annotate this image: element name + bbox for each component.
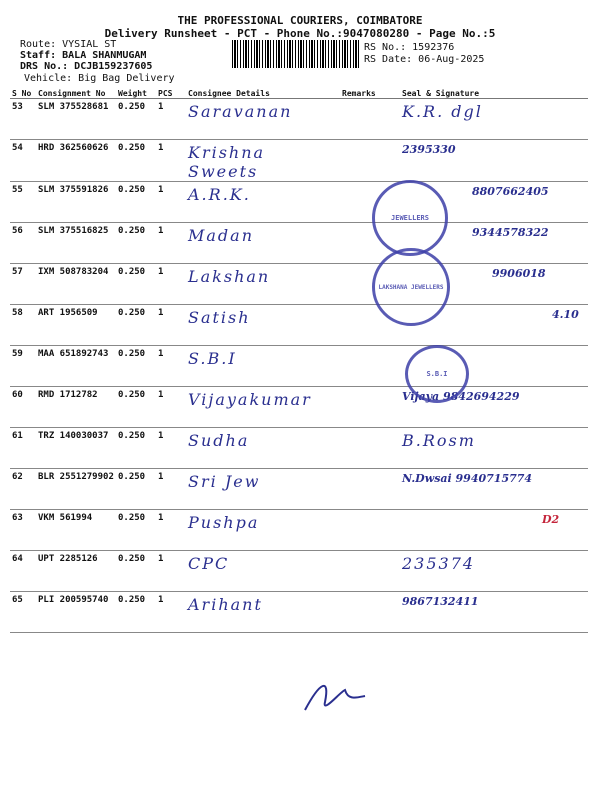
cell-weight: 0.250: [116, 305, 156, 346]
cell-consignee: Krishna Sweets: [188, 143, 266, 181]
cell-consignment: MAA 651892743: [36, 346, 116, 387]
cell-sno: 54: [10, 140, 36, 182]
cell-sno: 59: [10, 346, 36, 387]
cell-consignee: S.B.I: [188, 349, 237, 368]
cell-signature: N.Dwsai 9940715774: [402, 472, 533, 485]
runsheet-subtitle: Delivery Runsheet - PCT - Phone No.:9047080280 - Page No.:5: [104, 27, 496, 40]
cell-consignee: Saravanan: [188, 102, 293, 121]
cell-consignment: RMD 1712782: [36, 387, 116, 428]
drs-label: DRS No.: DCJB159237605: [20, 61, 153, 72]
cell-weight: 0.250: [116, 264, 156, 305]
cell-consignment: SLM 375528681: [36, 99, 116, 140]
cell-consignment: TRZ 140030037: [36, 428, 116, 469]
cell-weight: 0.250: [116, 387, 156, 428]
cell-weight: 0.250: [116, 510, 156, 551]
table-row: [10, 592, 588, 633]
cell-signature: 2395330: [402, 143, 456, 156]
cell-consignment: HRD 362560626: [36, 140, 116, 182]
cell-sno: 56: [10, 223, 36, 264]
table-row: [10, 510, 588, 551]
cell-pcs: 1: [156, 182, 186, 223]
table-row: [10, 182, 588, 223]
cell-sno: 53: [10, 99, 36, 140]
sbi-stamp: [405, 345, 469, 403]
table-row: [10, 140, 588, 182]
cell-weight: 0.250: [116, 551, 156, 592]
cell-consignee: Vijayakumar: [188, 390, 312, 409]
cell-consignee: Arihant: [188, 595, 263, 614]
cell-sno: 64: [10, 551, 36, 592]
cell-pcs: 1: [156, 140, 186, 182]
cell-consignee: Pushpa: [188, 513, 260, 532]
cell-weight: 0.250: [116, 140, 156, 182]
cell-consignee: Madan: [188, 226, 255, 245]
rs-number: RS No.: 1592376: [364, 42, 455, 53]
remark-mark: D2: [542, 513, 560, 526]
table-header-row: [10, 88, 588, 99]
cell-consignment: IXM 508783204: [36, 264, 116, 305]
cell-weight: 0.250: [116, 592, 156, 633]
col-consignment: Consignment No: [36, 88, 116, 99]
stamp-label: LAKSHANA JEWELLERS: [378, 283, 444, 291]
col-consignee: Consignee Details: [186, 88, 340, 99]
rs-date: RS Date: 06-Aug-2025: [364, 54, 485, 65]
cell-pcs: 1: [156, 305, 186, 346]
page-signature-icon: [300, 672, 370, 717]
cell-sno: 63: [10, 510, 36, 551]
vehicle-label: Vehicle: Big Bag Delivery: [24, 73, 175, 84]
cell-sno: 57: [10, 264, 36, 305]
cell-consignment: ART 1956509: [36, 305, 116, 346]
barcode: [232, 40, 360, 68]
cell-weight: 0.250: [116, 346, 156, 387]
table-row: [10, 264, 588, 305]
table-row: [10, 387, 588, 428]
cell-pcs: 1: [156, 387, 186, 428]
col-weight: Weight: [116, 88, 156, 99]
cell-consignment: SLM 375516825: [36, 223, 116, 264]
table-row: [10, 469, 588, 510]
cell-weight: 0.250: [116, 428, 156, 469]
cell-consignment: BLR 2551279902: [36, 469, 116, 510]
cell-pcs: 1: [156, 592, 186, 633]
cell-pcs: 1: [156, 510, 186, 551]
table-row: [10, 305, 588, 346]
cell-sno: 65: [10, 592, 36, 633]
cell-signature: 9344578322: [472, 226, 549, 239]
lakshana-jewellers-stamp: [372, 248, 450, 326]
stamp-label: JEWELLERS: [391, 214, 429, 222]
cell-consignee: Sri Jew: [188, 472, 261, 491]
stamp-label: S.B.I: [426, 370, 448, 378]
cell-pcs: 1: [156, 264, 186, 305]
cell-pcs: 1: [156, 99, 186, 140]
route-label: Route: VYSIAL ST: [20, 39, 117, 50]
cell-sno: 60: [10, 387, 36, 428]
cell-consignment: UPT 2285126: [36, 551, 116, 592]
cell-signature: K.R. dgl: [402, 102, 483, 121]
cell-signature: 9906018: [492, 267, 546, 280]
col-pcs: PCS: [156, 88, 186, 99]
cell-consignee: Sudha: [188, 431, 250, 450]
cell-sno: 61: [10, 428, 36, 469]
cell-signature: 8807662405: [472, 185, 549, 198]
table-row: [10, 428, 588, 469]
cell-signature: B.Rosm: [402, 431, 476, 450]
col-sno: S No: [10, 88, 36, 99]
cell-pcs: 1: [156, 346, 186, 387]
cell-consignment: SLM 375591826: [36, 182, 116, 223]
staff-label: Staff: BALA SHANMUGAM: [20, 50, 147, 61]
cell-consignee: CPC: [188, 554, 230, 573]
col-remarks: Remarks: [340, 88, 400, 99]
cell-consignment: VKM 561994: [36, 510, 116, 551]
cell-sno: 58: [10, 305, 36, 346]
cell-consignee: A.R.K.: [188, 185, 251, 204]
cell-pcs: 1: [156, 223, 186, 264]
cell-signature: 235374: [402, 554, 476, 573]
cell-sno: 62: [10, 469, 36, 510]
table-row: [10, 223, 588, 264]
cell-consignment: PLI 200595740: [36, 592, 116, 633]
cell-sno: 55: [10, 182, 36, 223]
jewellers-stamp: [372, 180, 448, 256]
cell-signature: Vijaya 9842694229: [402, 390, 520, 403]
cell-weight: 0.250: [116, 99, 156, 140]
runsheet-table: [10, 88, 588, 633]
cell-weight: 0.250: [116, 469, 156, 510]
col-seal: Seal & Signature: [400, 88, 588, 99]
table-row: [10, 346, 588, 387]
cell-signature: 4.10: [552, 308, 579, 321]
cell-weight: 0.250: [116, 223, 156, 264]
cell-weight: 0.250: [116, 182, 156, 223]
cell-consignee: Lakshan: [188, 267, 271, 286]
cell-pcs: 1: [156, 428, 186, 469]
table-row: [10, 99, 588, 140]
cell-pcs: 1: [156, 469, 186, 510]
cell-consignee: Satish: [188, 308, 251, 327]
cell-signature: 9867132411: [402, 595, 479, 608]
table-row: [10, 551, 588, 592]
company-title: THE PROFESSIONAL COURIERS, COIMBATORE: [177, 14, 423, 27]
cell-pcs: 1: [156, 551, 186, 592]
